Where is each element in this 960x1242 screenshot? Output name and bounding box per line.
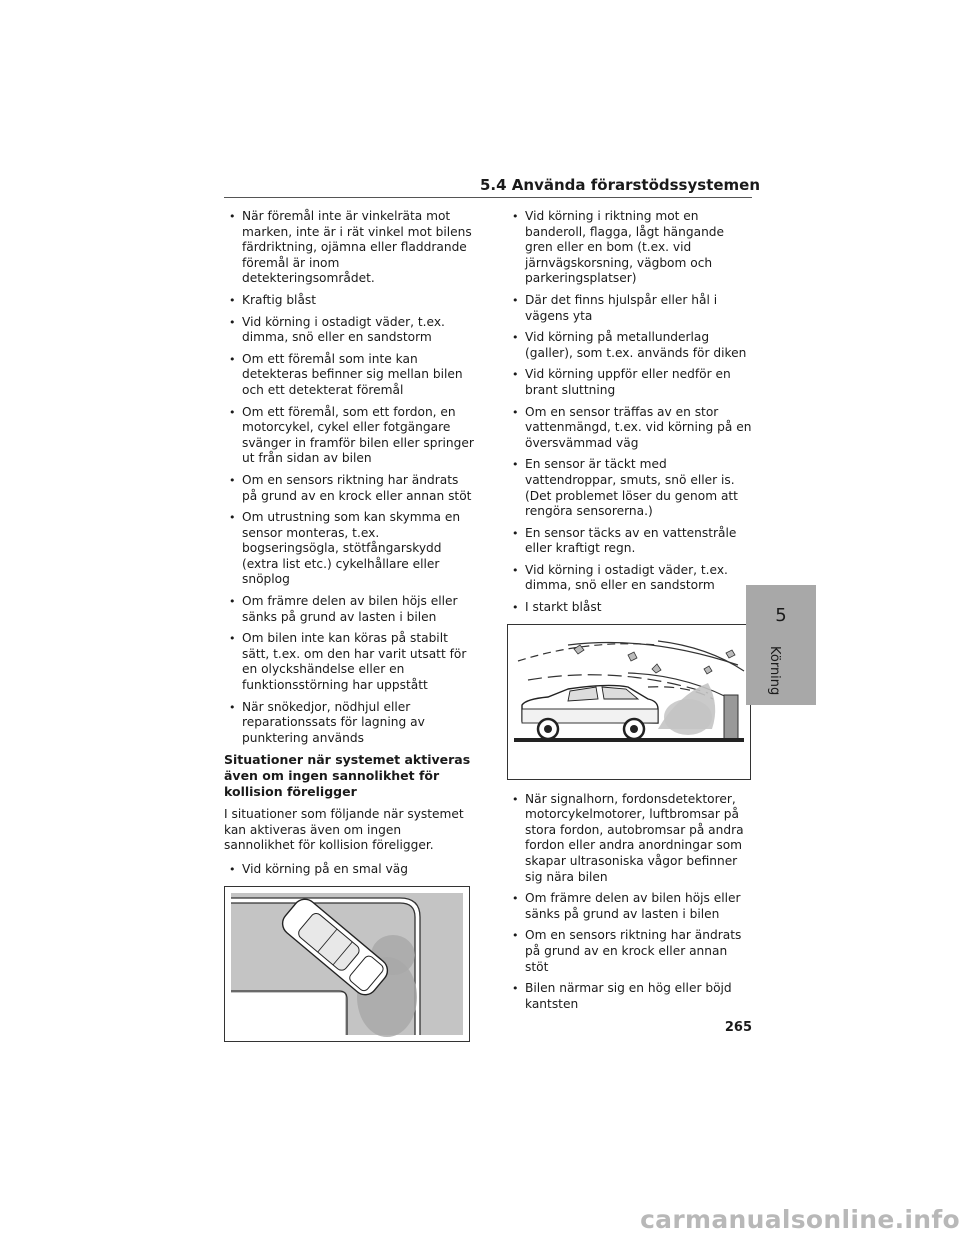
- list-item: • Där det finns hjulspår eller hål i vägens yta: [507, 293, 753, 324]
- right-bullet-list: [507, 209, 753, 616]
- list-item: • Bilen närmar sig en hög eller böjd kantsten: [507, 981, 753, 1012]
- list-item: • Om en sensors riktning har ändrats på grund av en krock eller annan stöt: [507, 928, 753, 975]
- list-item: • Om en sensors riktning har ändrats på grund av en krock eller annan stöt: [224, 473, 474, 504]
- left-bullet-list-2: [224, 862, 474, 878]
- section-heading: Situationer när systemet aktiveras även om ingen sannolikhet för kollision föreligger: [224, 752, 471, 799]
- list-item: • En sensor är täckt med vattendroppar, smuts, snö eller is. (Det problemet löser du genom att rengöra sensorerna.): [507, 457, 753, 519]
- list-item: • I starkt blåst: [507, 600, 753, 616]
- list-item: • Vid körning i ostadigt väder, t.ex. dimma, snö eller en sandstorm: [224, 315, 474, 346]
- chapter-number: 5: [775, 605, 787, 626]
- list-item: • Om ett föremål, som ett fordon, en motorcykel, cykel eller fotgängare svänger in framför bilen eller springer ut från sidan av bilen: [224, 405, 474, 467]
- list-item: • Om främre delen av bilen höjs eller sänks på grund av lasten i bilen: [224, 594, 474, 625]
- list-item: • När snökedjor, nödhjul eller reparationssats för lagning av punktering används: [224, 700, 474, 747]
- list-item: • Vid körning på en smal väg: [224, 862, 474, 878]
- list-item: • Vid körning i riktning mot en banderoll, flagga, lågt hängande gren eller en bom (t.ex. vid järnvägskorsning, vägbom och parkeringsplatser): [507, 209, 753, 287]
- strong-wind-drawing: [508, 625, 750, 779]
- watermark-text: carmanualsonline.info: [640, 1205, 960, 1234]
- strong-wind-illustration: [507, 624, 751, 780]
- list-item: • Vid körning på metallunderlag (galler), som t.ex. används för diken: [507, 330, 753, 361]
- chapter-label-wrapper: [762, 646, 802, 716]
- left-bullet-list: [224, 209, 474, 746]
- list-item: • Om ett föremål som inte kan detekteras befinner sig mellan bilen och ett detekterat föremål: [224, 352, 474, 399]
- header-divider: [224, 197, 752, 198]
- narrow-road-drawing: [225, 887, 469, 1041]
- right-bullet-list-2: [507, 792, 753, 1013]
- left-column: [224, 209, 474, 1042]
- list-item: • Om bilen inte kan köras på stabilt sätt, t.ex. om den har varit utsatt för en olyckshändelse eller en funktionsstörning har uppstått: [224, 631, 474, 693]
- list-item: • Vid körning uppför eller nedför en brant sluttning: [507, 367, 753, 398]
- list-item: • En sensor täcks av en vattenstråle eller kraftigt regn.: [507, 526, 753, 557]
- page-number: 265: [724, 1020, 752, 1035]
- chapter-label: Körning: [767, 646, 782, 696]
- narrow-road-illustration: [224, 886, 470, 1042]
- list-item: • Om en sensor träffas av en stor vattenmängd, t.ex. vid körning på en översvämmad väg: [507, 405, 753, 452]
- intro-paragraph: I situationer som följande när systemet kan aktiveras även om ingen sannolikhet för kollision föreligger.: [224, 807, 464, 853]
- list-item: • Kraftig blåst: [224, 293, 474, 309]
- right-column: [507, 209, 753, 1018]
- list-item: • Om främre delen av bilen höjs eller sänks på grund av lasten i bilen: [507, 891, 753, 922]
- section-header-title: 5.4 Använda förarstödssystemen: [480, 176, 761, 194]
- list-item: • Om utrustning som kan skymma en sensor monteras, t.ex. bogseringsögla, stötfångarskydd (extra list etc.) cykelhållare eller snöplog: [224, 510, 474, 588]
- list-item: • När signalhorn, fordonsdetektorer, motorcykelmotorer, luftbromsar på stora fordon, autobromsar på andra fordon eller andra anordningar som skapar ultrasoniska vågor befinner sig nära bilen: [507, 792, 753, 886]
- list-item: • Vid körning i ostadigt väder, t.ex. dimma, snö eller en sandstorm: [507, 563, 753, 594]
- list-item: • När föremål inte är vinkelräta mot marken, inte är i rät vinkel mot bilens färdriktning, ojämna eller fladdrande föremål är inom detekteringsområdet.: [224, 209, 474, 287]
